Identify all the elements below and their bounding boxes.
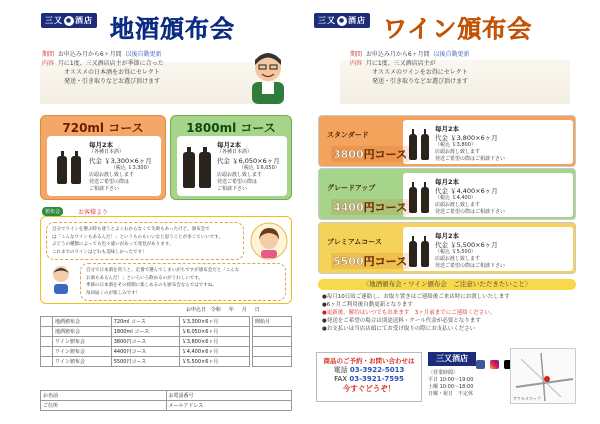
shop-name-a: 三又 (436, 354, 452, 363)
period-value: お申込み月から6ヶ月間 (57, 51, 122, 58)
bottle-icon (421, 134, 429, 160)
start-month-cell[interactable]: 開始月 (253, 317, 292, 327)
form-course: 3800円コース (111, 337, 179, 347)
content-line-3: 発送・引き取りなどお選び頂けます (64, 78, 161, 85)
left-info-block (42, 50, 164, 86)
form-name: 地酒頒布会 (53, 327, 112, 337)
form-name: ワイン頒布会 (53, 357, 112, 367)
wine-course-details (435, 124, 505, 163)
form-course: 1800ml コース (111, 327, 179, 337)
auto-renew-note: 以後自動更新 (433, 51, 470, 58)
course-1800ml-card (170, 115, 292, 200)
order-date-row (186, 306, 260, 313)
contact-heading: 商品のご予約・お問い合わせは (323, 357, 415, 365)
shopkeeper-illustration (248, 48, 288, 104)
ship: 発送ご希望の際はご相談下さい (435, 263, 506, 269)
course-label: グレードアップ (327, 184, 376, 192)
course-720ml-card (40, 115, 166, 200)
form-price: ￥3,300×6ヶ月 (179, 317, 249, 327)
bubble-1-line: ぶどうの種類によっても色々違いがあって発見があります。 (52, 241, 174, 247)
right-page-title: ワイン頒布会 (383, 15, 533, 43)
per-month: 毎月2本 (435, 232, 460, 240)
phone-label: お電話番号 (168, 393, 194, 399)
address-field[interactable] (41, 401, 167, 411)
left-page-title: 地酒頒布会 (110, 15, 235, 43)
left-shop-logo (41, 13, 97, 28)
check-cell[interactable] (41, 347, 53, 357)
order-form-table (40, 316, 250, 367)
date-year: 令和 (210, 307, 221, 313)
course-720-details (89, 140, 152, 193)
date-d: 日 (254, 307, 260, 313)
ship: 発送ご希望の際は (89, 179, 130, 185)
pickup: 店頭お渡し致します (435, 256, 481, 262)
customer-man-illustration (46, 262, 76, 294)
content-line-3: 発送・引き取りなどお選び頂けます (372, 78, 469, 85)
social-icons (476, 354, 513, 373)
date-y: 年 (228, 307, 234, 313)
right-info-block (350, 50, 470, 86)
customer-woman-illustration (250, 222, 288, 260)
course-label: スタンダード (327, 131, 369, 139)
ship-2: ご相談下さい (217, 186, 248, 192)
tax: （税込 ￥3,300） (110, 165, 152, 171)
price: 代金 ￥3,800×6ヶ月 (435, 134, 498, 142)
hours-line: 土曜 10:00〜18:00 (428, 384, 474, 390)
phone-field[interactable] (166, 391, 292, 401)
ship: 発送ご希望の際は (217, 179, 258, 185)
hours-label: 〈営業時間〉 (428, 370, 459, 376)
check-cell[interactable] (41, 327, 53, 337)
course-1800-details (217, 140, 280, 193)
period-value: お申込み月から6ヶ月間 (365, 51, 430, 58)
bottle-icon (183, 152, 195, 188)
form-price: ￥3,800×6ヶ月 (179, 337, 249, 347)
pickup: 店頭お渡し致します (435, 202, 481, 208)
map-label: アクセスマップ (513, 396, 541, 401)
address-label: ご住所 (43, 403, 59, 409)
content-label: 内容 (42, 60, 55, 67)
wine-course-gradeup (318, 168, 576, 220)
hours-line: 日曜・祝日 不定休 (428, 391, 474, 397)
bottle-icon (421, 187, 429, 213)
hours-line: 平日 10:00〜19:00 (428, 377, 474, 383)
start-month-cell[interactable] (253, 357, 292, 367)
tel-number[interactable]: 03-3922-5013 (349, 366, 405, 374)
section-note: お客様より (78, 209, 109, 216)
form-name: ワイン頒布会 (53, 347, 112, 357)
wine-course-details (435, 177, 505, 216)
right-shop-logo (314, 13, 370, 28)
price-label: 代金 (217, 157, 230, 165)
notice-title: 〈地酒頒布会・ワイン頒布会 ご注意いただきたいこと〉 (318, 279, 576, 290)
bubble-1-line: は「こんなワインもあるんだ！」というものもいいなと思うことが多くていいです。 (52, 234, 223, 240)
course-1800-title: 1800ml コース (186, 121, 276, 135)
date-m: 月 (241, 307, 247, 313)
per-month: 毎月2本 (89, 141, 114, 149)
logo-circle-icon: ● (65, 16, 73, 24)
content-label: 内容 (350, 60, 363, 67)
wine-course-premium (318, 222, 576, 274)
notice-item: ●お支払いは当店店頭にてお受け取りの際にお支払いください (322, 326, 476, 332)
hours-block (428, 370, 473, 398)
logo-text-b: 酒店 (75, 16, 93, 25)
pickup: 店頭お渡し致します (89, 172, 135, 178)
auto-renew-note: 以後自動更新 (125, 51, 162, 58)
ship: 発送ご希望の際はご相談下さい (435, 209, 506, 215)
date-label: お申込日 (186, 307, 207, 313)
price-label: 代金 (89, 157, 102, 165)
note: （各種日本酒） (217, 149, 253, 155)
form-price: ￥4,400×6ヶ月 (179, 347, 249, 357)
start-month-cell[interactable] (253, 337, 292, 347)
course-720-title: 720ml コース (62, 121, 144, 135)
notice-item: ●6ヶ月ご利用後自動更新となります (322, 302, 413, 308)
per-month: 毎月2本 (217, 141, 242, 149)
start-month-cell[interactable] (253, 327, 292, 337)
customer-info-table (40, 390, 292, 411)
start-month-table (252, 316, 292, 367)
bubble-2-line: 自分で日本酒を買うと、定番で選んでしまいがちですが頒布会だと「こんな (86, 267, 240, 273)
pickup: 店頭お渡し致します (435, 149, 481, 155)
period-label: 期間 (42, 51, 55, 58)
mail-field[interactable] (166, 401, 292, 411)
bubble-2-line: 季節の日本酒をその時期に楽しめるのも頒布会ならではですね。 (86, 282, 217, 288)
start-month-cell[interactable] (253, 347, 292, 357)
bottle-icon (57, 156, 67, 184)
tax: （税込 ￥3,800） (435, 142, 476, 148)
content-line-1: 月に1度、三又酒店店主が (365, 60, 436, 67)
tel-label: 電話 (333, 366, 348, 374)
logo-text-a: 三又 (45, 16, 63, 25)
access-map (510, 348, 576, 404)
customer-bubble-2 (80, 263, 286, 301)
section-tag (42, 207, 63, 216)
price: ￥6,050×6ヶ月 (232, 157, 280, 165)
name-field[interactable] (41, 391, 167, 401)
notice-item: ●毎月10日頃ご連絡し、お取り置きはご連絡後ご来店時にお渡しいたします (322, 294, 510, 300)
form-course: 720ml コース (111, 317, 179, 327)
check-cell[interactable] (41, 337, 53, 347)
price: 代金 ￥5,500×6ヶ月 (435, 241, 498, 249)
form-name: 地酒頒布会 (53, 317, 112, 327)
bottle-icon (71, 156, 81, 184)
bottle-icon (199, 152, 211, 188)
course-label: プレミアムコース (327, 238, 382, 246)
customer-bubble-1 (46, 222, 244, 260)
notice-item: ●更新後、解約はいつでも出来ます 3ヶ月前までにご連絡ください。 (322, 310, 496, 316)
bottle-icon (421, 241, 429, 267)
name-label: お名前 (43, 393, 59, 399)
bubble-2-line: お酒もあるんだ！」といろいろ飲めるのがうれしいです。 (86, 275, 203, 281)
notice-item: ●発送をご希望の場合は別途送料・クール代金が必要となります (322, 318, 481, 324)
tax: （税込 ￥6,050） (238, 165, 280, 171)
tax: （税込 ￥4,400） (435, 195, 476, 201)
bubble-1-line: これまでのワインはどれも美味しかったです！ (52, 249, 147, 255)
form-name: ワイン頒布会 (53, 337, 112, 347)
per-month: 毎月2本 (435, 178, 460, 186)
ship: 発送ご希望の際はご相談下さい (435, 156, 506, 162)
pickup: 店頭お渡し致します (217, 172, 263, 178)
form-price: ￥6,050×6ヶ月 (179, 327, 249, 337)
logo-circle-icon: ● (338, 16, 346, 24)
fax-number: 03-3921-7595 (349, 375, 404, 383)
check-cell[interactable] (41, 317, 53, 327)
shop-name-box (428, 352, 476, 366)
course-name: 4400円コース (333, 201, 408, 214)
mail-label: メールアドレス (168, 403, 204, 409)
fax-label: FAX (334, 375, 348, 383)
shop-name-b: 酒店 (452, 354, 468, 363)
ship-2: ご相談下さい (89, 186, 120, 192)
course-name: 3800円コース (333, 148, 408, 161)
bubble-2-line: 毎回届くのが楽しみです！ (86, 290, 141, 296)
check-cell[interactable] (41, 357, 53, 367)
logo-text-b: 酒店 (348, 16, 366, 25)
contact-closing: 今すぐどうぞ！ (342, 384, 396, 393)
section-label: 頒布会 (45, 209, 61, 215)
content-line-2: オススメの日本酒をお得にセレクト (64, 69, 160, 76)
period-label: 期間 (350, 51, 363, 58)
logo-text-a: 三又 (318, 16, 336, 25)
price: 代金 ￥4,400×6ヶ月 (435, 187, 498, 195)
notice-list (322, 293, 510, 333)
facebook-icon[interactable] (476, 360, 485, 369)
bubble-1-line: 自分でワインを選ぶ時も迷うとよくわからなくて失敗もあったけど、頒布会で (52, 226, 210, 232)
wine-course-standard (318, 115, 576, 167)
form-price: ￥5,500×6ヶ月 (179, 357, 249, 367)
note: （各種日本酒） (89, 149, 125, 155)
per-month: 毎月2本 (435, 125, 460, 133)
instagram-icon[interactable] (490, 360, 499, 369)
price: ￥3,300×6ヶ月 (104, 157, 152, 165)
form-course: 4400円コース (111, 347, 179, 357)
wine-course-details (435, 231, 505, 270)
bottle-icon (409, 187, 417, 213)
bottle-icon (409, 134, 417, 160)
course-name: 5500円コース (333, 255, 408, 268)
tax: （税込 ￥5,500） (435, 249, 476, 255)
form-course: 5500円コース (111, 357, 179, 367)
content-line-1: 月に1度、三又酒店店主が季節に合った (57, 60, 164, 67)
contact-box (316, 352, 422, 402)
content-line-2: オススメのワインをお得にセレクト (372, 69, 468, 76)
bottle-icon (409, 241, 417, 267)
